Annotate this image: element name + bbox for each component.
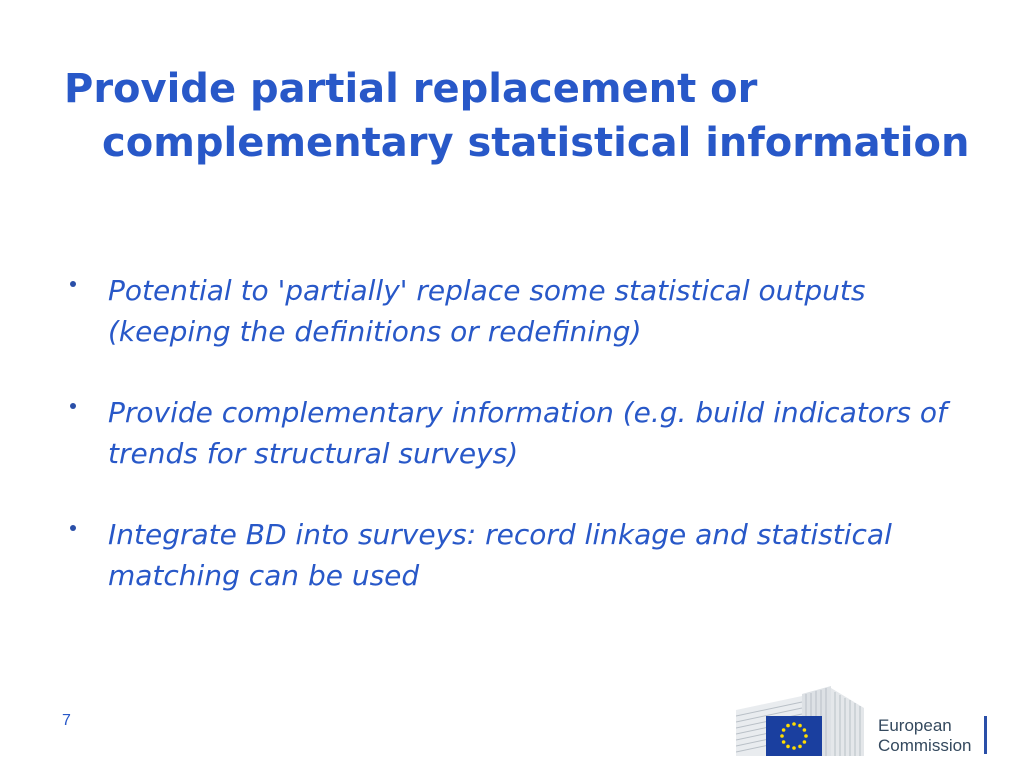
bullet-text: Provide complementary information (e.g. build indicators of trends for structural surveys)	[108, 396, 947, 470]
logo-line-commission: Commission	[878, 736, 972, 755]
bullet-item	[70, 270, 950, 352]
bullet-list	[70, 270, 950, 636]
bullet-text: Potential to 'partially' replace some statistical outputs (keeping the definitions or redefining)	[108, 274, 866, 348]
bullet-icon	[70, 525, 76, 531]
logo-line-european: European	[878, 716, 952, 735]
bullet-item	[70, 514, 950, 596]
logo-wordmark	[878, 716, 972, 756]
page-number: 7	[62, 712, 71, 729]
bullet-item	[70, 392, 950, 474]
bullet-icon	[70, 281, 76, 287]
bullet-icon	[70, 403, 76, 409]
bullet-text: Integrate BD into surveys: record linkage and statistical matching can be used	[108, 518, 892, 592]
slide-title: Provide partial replacement or complementary statistical information	[64, 66, 970, 166]
logo-divider	[984, 716, 987, 754]
eu-flag-icon	[766, 716, 822, 756]
